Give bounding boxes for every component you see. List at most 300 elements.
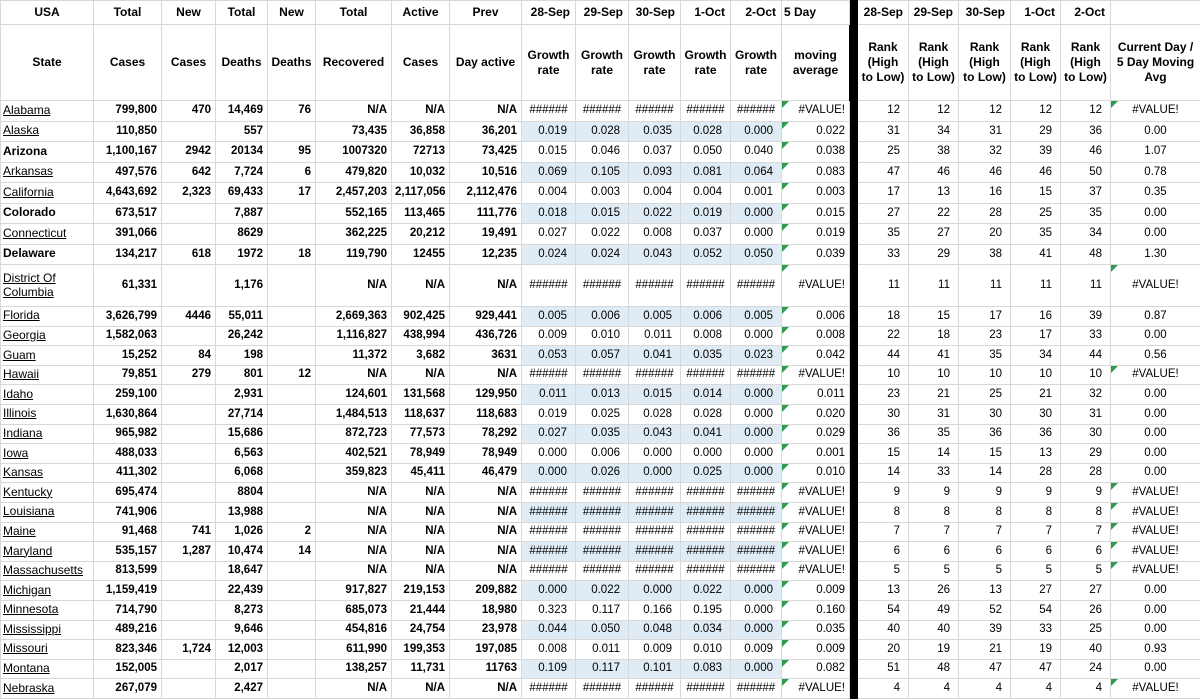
- new-deaths-cell[interactable]: [268, 203, 316, 224]
- rank-cell[interactable]: 33: [1011, 620, 1061, 640]
- new-deaths-cell[interactable]: 2: [268, 522, 316, 542]
- total-cases-cell[interactable]: 535,157: [94, 542, 162, 562]
- new-cases-cell[interactable]: 279: [162, 365, 216, 385]
- new-cases-cell[interactable]: [162, 224, 216, 245]
- prev-day-active-cell[interactable]: N/A: [450, 101, 522, 122]
- active-cases-cell[interactable]: 131,568: [392, 385, 450, 405]
- growth-rate-cell[interactable]: 0.041: [629, 346, 681, 366]
- rank-cell[interactable]: 7: [858, 522, 909, 542]
- prev-day-active-cell[interactable]: 12,235: [450, 244, 522, 265]
- rank-cell[interactable]: 37: [1061, 183, 1111, 204]
- growth-rate-cell[interactable]: 0.166: [629, 600, 681, 620]
- new-deaths-cell[interactable]: [268, 561, 316, 581]
- rank-cell[interactable]: 9: [1061, 483, 1111, 503]
- active-cases-cell[interactable]: 902,425: [392, 307, 450, 327]
- prev-day-active-cell[interactable]: 209,882: [450, 581, 522, 601]
- rank-cell[interactable]: 7: [909, 522, 959, 542]
- current-vs-avg-cell[interactable]: 0.00: [1111, 224, 1200, 245]
- recovered-cell[interactable]: 454,816: [316, 620, 392, 640]
- current-vs-avg-cell[interactable]: 0.00: [1111, 463, 1200, 483]
- recovered-cell[interactable]: 124,601: [316, 385, 392, 405]
- state-cell[interactable]: Illinois: [1, 404, 94, 424]
- growth-rate-cell[interactable]: 0.117: [576, 600, 629, 620]
- new-deaths-cell[interactable]: 18: [268, 244, 316, 265]
- rank-cell[interactable]: 25: [1061, 620, 1111, 640]
- growth-rate-cell[interactable]: 0.010: [576, 326, 629, 346]
- growth-rate-cell[interactable]: ######: [681, 265, 731, 307]
- rank-cell[interactable]: 18: [858, 307, 909, 327]
- growth-rate-cell[interactable]: ######: [522, 542, 576, 562]
- growth-rate-cell[interactable]: 0.008: [629, 224, 681, 245]
- new-deaths-cell[interactable]: [268, 346, 316, 366]
- rank-cell[interactable]: 50: [1061, 162, 1111, 183]
- recovered-cell[interactable]: 917,827: [316, 581, 392, 601]
- rank-cell[interactable]: 38: [909, 142, 959, 163]
- rank-cell[interactable]: 4: [1061, 679, 1111, 699]
- state-cell[interactable]: Montana: [1, 659, 94, 679]
- rank-cell[interactable]: 40: [858, 620, 909, 640]
- rank-cell[interactable]: 51: [858, 659, 909, 679]
- new-deaths-cell[interactable]: 76: [268, 101, 316, 122]
- total-cases-cell[interactable]: 61,331: [94, 265, 162, 307]
- new-deaths-cell[interactable]: [268, 265, 316, 307]
- rank-cell[interactable]: 12: [1011, 101, 1061, 122]
- growth-rate-cell[interactable]: 0.093: [629, 162, 681, 183]
- current-vs-avg-cell[interactable]: 0.00: [1111, 121, 1200, 142]
- total-deaths-cell[interactable]: 22,439: [216, 581, 268, 601]
- active-cases-cell[interactable]: N/A: [392, 483, 450, 503]
- recovered-cell[interactable]: 402,521: [316, 444, 392, 464]
- growth-rate-cell[interactable]: ######: [681, 542, 731, 562]
- total-deaths-cell[interactable]: 55,011: [216, 307, 268, 327]
- growth-rate-cell[interactable]: 0.069: [522, 162, 576, 183]
- growth-rate-cell[interactable]: 0.022: [576, 581, 629, 601]
- rank-cell[interactable]: 17: [959, 307, 1011, 327]
- growth-rate-cell[interactable]: 0.105: [576, 162, 629, 183]
- active-cases-cell[interactable]: 113,465: [392, 203, 450, 224]
- total-cases-cell[interactable]: 823,346: [94, 640, 162, 660]
- rank-cell[interactable]: 11: [1011, 265, 1061, 307]
- recovered-cell[interactable]: 552,165: [316, 203, 392, 224]
- prev-day-active-cell[interactable]: N/A: [450, 365, 522, 385]
- active-cases-cell[interactable]: 78,949: [392, 444, 450, 464]
- current-vs-avg-cell[interactable]: 0.00: [1111, 385, 1200, 405]
- moving-average-cell[interactable]: 0.001: [782, 444, 850, 464]
- current-vs-avg-cell[interactable]: 0.00: [1111, 620, 1200, 640]
- rank-cell[interactable]: 25: [858, 142, 909, 163]
- total-deaths-cell[interactable]: 198: [216, 346, 268, 366]
- moving-average-cell[interactable]: #VALUE!: [782, 561, 850, 581]
- growth-rate-cell[interactable]: ######: [681, 101, 731, 122]
- rank-cell[interactable]: 22: [858, 326, 909, 346]
- rank-cell[interactable]: 6: [1061, 542, 1111, 562]
- rank-cell[interactable]: 28: [959, 203, 1011, 224]
- rank-cell[interactable]: 46: [1061, 142, 1111, 163]
- recovered-cell[interactable]: 611,990: [316, 640, 392, 660]
- active-cases-cell[interactable]: 21,444: [392, 600, 450, 620]
- rank-cell[interactable]: 15: [858, 444, 909, 464]
- growth-rate-cell[interactable]: 0.000: [629, 581, 681, 601]
- rank-cell[interactable]: 36: [858, 424, 909, 444]
- total-deaths-cell[interactable]: 8,273: [216, 600, 268, 620]
- recovered-cell[interactable]: N/A: [316, 522, 392, 542]
- total-cases-cell[interactable]: 489,216: [94, 620, 162, 640]
- growth-rate-cell[interactable]: 0.000: [731, 326, 782, 346]
- rank-cell[interactable]: 35: [1061, 203, 1111, 224]
- moving-average-cell[interactable]: 0.029: [782, 424, 850, 444]
- state-cell[interactable]: Idaho: [1, 385, 94, 405]
- active-cases-cell[interactable]: 77,573: [392, 424, 450, 444]
- new-deaths-cell[interactable]: [268, 224, 316, 245]
- growth-rate-cell[interactable]: ######: [731, 365, 782, 385]
- active-cases-cell[interactable]: 3,682: [392, 346, 450, 366]
- growth-rate-cell[interactable]: 0.006: [576, 307, 629, 327]
- recovered-cell[interactable]: N/A: [316, 483, 392, 503]
- rank-cell[interactable]: 11: [909, 265, 959, 307]
- growth-rate-cell[interactable]: ######: [629, 542, 681, 562]
- growth-rate-cell[interactable]: 0.023: [731, 346, 782, 366]
- rank-cell[interactable]: 7: [1061, 522, 1111, 542]
- new-deaths-cell[interactable]: [268, 640, 316, 660]
- total-cases-cell[interactable]: 488,033: [94, 444, 162, 464]
- growth-rate-cell[interactable]: 0.005: [522, 307, 576, 327]
- growth-rate-cell[interactable]: 0.000: [522, 444, 576, 464]
- growth-rate-cell[interactable]: 0.000: [731, 600, 782, 620]
- new-deaths-cell[interactable]: [268, 424, 316, 444]
- growth-rate-cell[interactable]: 0.000: [681, 444, 731, 464]
- prev-day-active-cell[interactable]: 23,978: [450, 620, 522, 640]
- new-deaths-cell[interactable]: [268, 444, 316, 464]
- rank-cell[interactable]: 8: [909, 502, 959, 522]
- growth-rate-cell[interactable]: 0.034: [681, 620, 731, 640]
- rank-cell[interactable]: 27: [1011, 581, 1061, 601]
- active-cases-cell[interactable]: 45,411: [392, 463, 450, 483]
- rank-cell[interactable]: 46: [959, 162, 1011, 183]
- growth-rate-cell[interactable]: 0.027: [522, 424, 576, 444]
- new-cases-cell[interactable]: 84: [162, 346, 216, 366]
- rank-cell[interactable]: 39: [1011, 142, 1061, 163]
- active-cases-cell[interactable]: 10,032: [392, 162, 450, 183]
- growth-rate-cell[interactable]: 0.057: [576, 346, 629, 366]
- growth-rate-cell[interactable]: 0.040: [731, 142, 782, 163]
- growth-rate-cell[interactable]: 0.000: [731, 444, 782, 464]
- total-deaths-cell[interactable]: 2,017: [216, 659, 268, 679]
- rank-cell[interactable]: 23: [858, 385, 909, 405]
- total-cases-cell[interactable]: 673,517: [94, 203, 162, 224]
- rank-cell[interactable]: 5: [1011, 561, 1061, 581]
- active-cases-cell[interactable]: 36,858: [392, 121, 450, 142]
- total-deaths-cell[interactable]: 557: [216, 121, 268, 142]
- growth-rate-cell[interactable]: ######: [576, 483, 629, 503]
- growth-rate-cell[interactable]: ######: [576, 365, 629, 385]
- rank-cell[interactable]: 35: [959, 346, 1011, 366]
- prev-day-active-cell[interactable]: 73,425: [450, 142, 522, 163]
- growth-rate-cell[interactable]: ######: [576, 265, 629, 307]
- growth-rate-cell[interactable]: 0.323: [522, 600, 576, 620]
- growth-rate-cell[interactable]: 0.000: [731, 224, 782, 245]
- moving-average-cell[interactable]: 0.011: [782, 385, 850, 405]
- growth-rate-cell[interactable]: 0.041: [681, 424, 731, 444]
- growth-rate-cell[interactable]: 0.000: [629, 444, 681, 464]
- current-vs-avg-cell[interactable]: #VALUE!: [1111, 502, 1200, 522]
- growth-rate-cell[interactable]: ######: [681, 365, 731, 385]
- new-deaths-cell[interactable]: [268, 581, 316, 601]
- growth-rate-cell[interactable]: 0.028: [681, 121, 731, 142]
- growth-rate-cell[interactable]: 0.048: [629, 620, 681, 640]
- growth-rate-cell[interactable]: 0.010: [681, 640, 731, 660]
- rank-cell[interactable]: 32: [959, 142, 1011, 163]
- rank-cell[interactable]: 36: [1061, 121, 1111, 142]
- new-cases-cell[interactable]: [162, 679, 216, 699]
- state-cell[interactable]: Connecticut: [1, 224, 94, 245]
- growth-rate-cell[interactable]: 0.046: [576, 142, 629, 163]
- moving-average-cell[interactable]: #VALUE!: [782, 502, 850, 522]
- growth-rate-cell[interactable]: 0.052: [681, 244, 731, 265]
- rank-cell[interactable]: 10: [959, 365, 1011, 385]
- state-cell[interactable]: Maryland: [1, 542, 94, 562]
- rank-cell[interactable]: 14: [858, 463, 909, 483]
- rank-cell[interactable]: 10: [1011, 365, 1061, 385]
- prev-day-active-cell[interactable]: N/A: [450, 542, 522, 562]
- active-cases-cell[interactable]: 20,212: [392, 224, 450, 245]
- total-cases-cell[interactable]: 259,100: [94, 385, 162, 405]
- new-cases-cell[interactable]: 642: [162, 162, 216, 183]
- prev-day-active-cell[interactable]: N/A: [450, 522, 522, 542]
- active-cases-cell[interactable]: 11,731: [392, 659, 450, 679]
- rank-cell[interactable]: 48: [1061, 244, 1111, 265]
- current-vs-avg-cell[interactable]: #VALUE!: [1111, 522, 1200, 542]
- new-cases-cell[interactable]: [162, 203, 216, 224]
- prev-day-active-cell[interactable]: 18,980: [450, 600, 522, 620]
- new-deaths-cell[interactable]: [268, 326, 316, 346]
- prev-day-active-cell[interactable]: 11763: [450, 659, 522, 679]
- rank-cell[interactable]: 33: [909, 463, 959, 483]
- new-cases-cell[interactable]: [162, 620, 216, 640]
- state-cell[interactable]: Mississippi: [1, 620, 94, 640]
- rank-cell[interactable]: 38: [959, 244, 1011, 265]
- total-deaths-cell[interactable]: 6,068: [216, 463, 268, 483]
- rank-cell[interactable]: 41: [909, 346, 959, 366]
- new-cases-cell[interactable]: [162, 561, 216, 581]
- rank-cell[interactable]: 19: [909, 640, 959, 660]
- moving-average-cell[interactable]: 0.003: [782, 183, 850, 204]
- rank-cell[interactable]: 35: [909, 424, 959, 444]
- growth-rate-cell[interactable]: ######: [629, 365, 681, 385]
- total-deaths-cell[interactable]: 2,931: [216, 385, 268, 405]
- growth-rate-cell[interactable]: ######: [681, 483, 731, 503]
- rank-cell[interactable]: 10: [909, 365, 959, 385]
- state-cell[interactable]: Nebraska: [1, 679, 94, 699]
- rank-cell[interactable]: 9: [959, 483, 1011, 503]
- growth-rate-cell[interactable]: ######: [522, 522, 576, 542]
- growth-rate-cell[interactable]: 0.005: [629, 307, 681, 327]
- rank-cell[interactable]: 54: [1011, 600, 1061, 620]
- recovered-cell[interactable]: 1,484,513: [316, 404, 392, 424]
- state-cell[interactable]: Kansas: [1, 463, 94, 483]
- active-cases-cell[interactable]: 12455: [392, 244, 450, 265]
- rank-cell[interactable]: 36: [959, 424, 1011, 444]
- growth-rate-cell[interactable]: ######: [576, 542, 629, 562]
- recovered-cell[interactable]: N/A: [316, 542, 392, 562]
- total-deaths-cell[interactable]: 9,646: [216, 620, 268, 640]
- state-cell[interactable]: Guam: [1, 346, 94, 366]
- prev-day-active-cell[interactable]: 19,491: [450, 224, 522, 245]
- rank-cell[interactable]: 5: [858, 561, 909, 581]
- new-cases-cell[interactable]: [162, 404, 216, 424]
- recovered-cell[interactable]: N/A: [316, 679, 392, 699]
- new-cases-cell[interactable]: [162, 326, 216, 346]
- active-cases-cell[interactable]: 118,637: [392, 404, 450, 424]
- moving-average-cell[interactable]: 0.020: [782, 404, 850, 424]
- rank-cell[interactable]: 36: [1011, 424, 1061, 444]
- moving-average-cell[interactable]: #VALUE!: [782, 542, 850, 562]
- rank-cell[interactable]: 27: [909, 224, 959, 245]
- rank-cell[interactable]: 17: [858, 183, 909, 204]
- new-cases-cell[interactable]: 1,724: [162, 640, 216, 660]
- growth-rate-cell[interactable]: 0.000: [731, 463, 782, 483]
- rank-cell[interactable]: 8: [858, 502, 909, 522]
- recovered-cell[interactable]: 1007320: [316, 142, 392, 163]
- rank-cell[interactable]: 27: [1061, 581, 1111, 601]
- growth-rate-cell[interactable]: 0.004: [681, 183, 731, 204]
- rank-cell[interactable]: 5: [1061, 561, 1111, 581]
- growth-rate-cell[interactable]: 0.013: [576, 385, 629, 405]
- state-cell[interactable]: Colorado: [1, 203, 94, 224]
- current-vs-avg-cell[interactable]: #VALUE!: [1111, 101, 1200, 122]
- growth-rate-cell[interactable]: 0.027: [522, 224, 576, 245]
- rank-cell[interactable]: 6: [959, 542, 1011, 562]
- rank-cell[interactable]: 13: [858, 581, 909, 601]
- rank-cell[interactable]: 33: [1061, 326, 1111, 346]
- rank-cell[interactable]: 49: [909, 600, 959, 620]
- active-cases-cell[interactable]: N/A: [392, 502, 450, 522]
- rank-cell[interactable]: 46: [1011, 162, 1061, 183]
- growth-rate-cell[interactable]: 0.064: [731, 162, 782, 183]
- rank-cell[interactable]: 30: [1061, 424, 1111, 444]
- recovered-cell[interactable]: 11,372: [316, 346, 392, 366]
- rank-cell[interactable]: 4: [1011, 679, 1061, 699]
- total-deaths-cell[interactable]: 20134: [216, 142, 268, 163]
- new-cases-cell[interactable]: [162, 265, 216, 307]
- rank-cell[interactable]: 6: [858, 542, 909, 562]
- state-cell[interactable]: Indiana: [1, 424, 94, 444]
- rank-cell[interactable]: 10: [858, 365, 909, 385]
- rank-cell[interactable]: 33: [858, 244, 909, 265]
- rank-cell[interactable]: 31: [858, 121, 909, 142]
- current-vs-avg-cell[interactable]: 0.00: [1111, 404, 1200, 424]
- total-cases-cell[interactable]: 134,217: [94, 244, 162, 265]
- total-deaths-cell[interactable]: 27,714: [216, 404, 268, 424]
- growth-rate-cell[interactable]: ######: [629, 679, 681, 699]
- moving-average-cell[interactable]: #VALUE!: [782, 265, 850, 307]
- total-cases-cell[interactable]: 3,626,799: [94, 307, 162, 327]
- rank-cell[interactable]: 40: [909, 620, 959, 640]
- growth-rate-cell[interactable]: 0.000: [731, 424, 782, 444]
- rank-cell[interactable]: 13: [1011, 444, 1061, 464]
- current-vs-avg-cell[interactable]: 0.87: [1111, 307, 1200, 327]
- prev-day-active-cell[interactable]: 78,292: [450, 424, 522, 444]
- growth-rate-cell[interactable]: ######: [522, 483, 576, 503]
- growth-rate-cell[interactable]: 0.000: [522, 463, 576, 483]
- growth-rate-cell[interactable]: ######: [681, 502, 731, 522]
- rank-cell[interactable]: 26: [909, 581, 959, 601]
- growth-rate-cell[interactable]: 0.035: [576, 424, 629, 444]
- growth-rate-cell[interactable]: 0.009: [629, 640, 681, 660]
- moving-average-cell[interactable]: 0.008: [782, 326, 850, 346]
- rank-cell[interactable]: 31: [959, 121, 1011, 142]
- rank-cell[interactable]: 9: [858, 483, 909, 503]
- moving-average-cell[interactable]: 0.009: [782, 640, 850, 660]
- total-deaths-cell[interactable]: 1972: [216, 244, 268, 265]
- growth-rate-cell[interactable]: 0.083: [681, 659, 731, 679]
- current-vs-avg-cell[interactable]: 0.00: [1111, 203, 1200, 224]
- active-cases-cell[interactable]: N/A: [392, 522, 450, 542]
- rank-cell[interactable]: 15: [959, 444, 1011, 464]
- rank-cell[interactable]: 25: [959, 385, 1011, 405]
- rank-cell[interactable]: 5: [959, 561, 1011, 581]
- rank-cell[interactable]: 34: [1011, 346, 1061, 366]
- growth-rate-cell[interactable]: ######: [731, 679, 782, 699]
- growth-rate-cell[interactable]: 0.019: [522, 121, 576, 142]
- rank-cell[interactable]: 23: [959, 326, 1011, 346]
- growth-rate-cell[interactable]: 0.024: [522, 244, 576, 265]
- state-cell[interactable]: Maine: [1, 522, 94, 542]
- active-cases-cell[interactable]: 219,153: [392, 581, 450, 601]
- recovered-cell[interactable]: N/A: [316, 265, 392, 307]
- rank-cell[interactable]: 20: [959, 224, 1011, 245]
- prev-day-active-cell[interactable]: 197,085: [450, 640, 522, 660]
- state-cell[interactable]: Georgia: [1, 326, 94, 346]
- rank-cell[interactable]: 34: [909, 121, 959, 142]
- moving-average-cell[interactable]: #VALUE!: [782, 365, 850, 385]
- growth-rate-cell[interactable]: 0.019: [681, 203, 731, 224]
- rank-cell[interactable]: 25: [1011, 203, 1061, 224]
- growth-rate-cell[interactable]: 0.044: [522, 620, 576, 640]
- rank-cell[interactable]: 29: [1011, 121, 1061, 142]
- growth-rate-cell[interactable]: ######: [731, 483, 782, 503]
- recovered-cell[interactable]: N/A: [316, 561, 392, 581]
- rank-cell[interactable]: 40: [1061, 640, 1111, 660]
- total-cases-cell[interactable]: 1,100,167: [94, 142, 162, 163]
- new-cases-cell[interactable]: [162, 502, 216, 522]
- growth-rate-cell[interactable]: 0.009: [522, 326, 576, 346]
- rank-cell[interactable]: 47: [959, 659, 1011, 679]
- state-cell[interactable]: Arizona: [1, 142, 94, 163]
- growth-rate-cell[interactable]: 0.003: [576, 183, 629, 204]
- recovered-cell[interactable]: 685,073: [316, 600, 392, 620]
- rank-cell[interactable]: 30: [959, 404, 1011, 424]
- rank-cell[interactable]: 5: [909, 561, 959, 581]
- growth-rate-cell[interactable]: 0.195: [681, 600, 731, 620]
- new-deaths-cell[interactable]: 12: [268, 365, 316, 385]
- new-deaths-cell[interactable]: [268, 659, 316, 679]
- prev-day-active-cell[interactable]: 3631: [450, 346, 522, 366]
- growth-rate-cell[interactable]: 0.011: [576, 640, 629, 660]
- current-vs-avg-cell[interactable]: 0.00: [1111, 600, 1200, 620]
- total-deaths-cell[interactable]: 14,469: [216, 101, 268, 122]
- moving-average-cell[interactable]: 0.015: [782, 203, 850, 224]
- moving-average-cell[interactable]: 0.035: [782, 620, 850, 640]
- total-deaths-cell[interactable]: 13,988: [216, 502, 268, 522]
- new-deaths-cell[interactable]: [268, 679, 316, 699]
- rank-cell[interactable]: 17: [1011, 326, 1061, 346]
- growth-rate-cell[interactable]: 0.006: [681, 307, 731, 327]
- recovered-cell[interactable]: 362,225: [316, 224, 392, 245]
- rank-cell[interactable]: 31: [909, 404, 959, 424]
- rank-cell[interactable]: 12: [959, 101, 1011, 122]
- prev-day-active-cell[interactable]: N/A: [450, 483, 522, 503]
- rank-cell[interactable]: 9: [909, 483, 959, 503]
